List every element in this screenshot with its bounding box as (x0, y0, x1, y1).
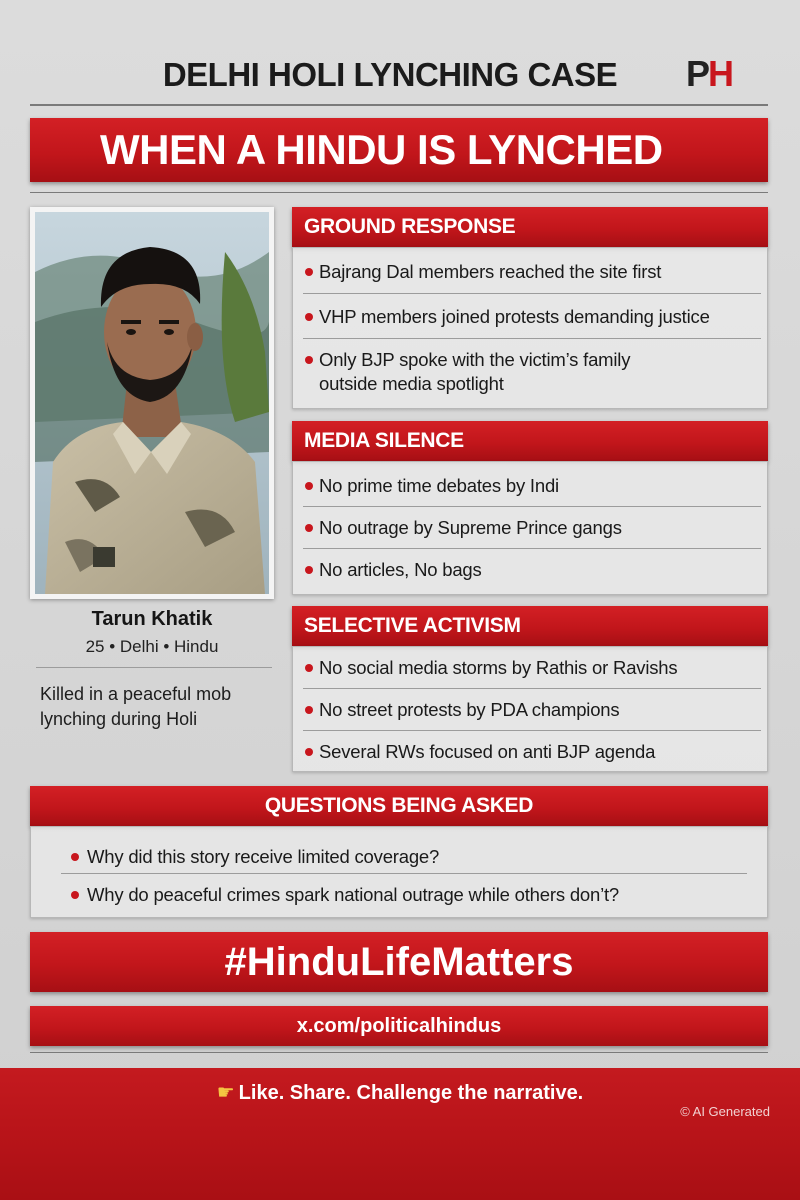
banner-divider (30, 192, 768, 193)
bullet-icon (71, 853, 79, 861)
list-item: Why did this story receive limited coverage? (31, 845, 767, 869)
victim-name: Tarun Khatik (91, 608, 213, 630)
victim-description: Killed in a peaceful mob lynching during Holi (40, 684, 232, 729)
questions-heading: QUESTIONS BEING ASKED (30, 786, 768, 826)
divider (303, 548, 761, 549)
victim-photo (30, 207, 274, 599)
list-item: No prime time debates by Indi (293, 474, 767, 498)
selective-activism-list (292, 646, 768, 772)
questions-list (30, 826, 768, 918)
list-item: Bajrang Dal members reached the site first (293, 260, 767, 284)
ph-logo: PH (686, 53, 733, 94)
list-item: Several RWs focused on anti BJP agenda (293, 740, 767, 764)
ground-response-list (292, 247, 768, 409)
bullet-icon (305, 313, 313, 321)
divider (303, 506, 761, 507)
portrait-illustration (35, 212, 269, 594)
bullet-icon (305, 268, 313, 276)
bullet-icon (305, 664, 313, 672)
ai-generated-credit: © AI Generated (680, 1104, 770, 1119)
call-to-action: ☛ Like. Share. Challenge the narrative. (216, 1082, 584, 1104)
person-divider (36, 667, 272, 668)
header-divider (30, 104, 768, 106)
ground-response-heading: GROUND RESPONSE (292, 207, 768, 247)
bullet-icon (305, 706, 313, 714)
victim-details: 25 • Delhi • Hindu (85, 637, 219, 656)
pointing-hand-icon: ☛ (216, 1082, 235, 1104)
media-silence-heading: MEDIA SILENCE (292, 421, 768, 461)
list-item: VHP members joined protests demanding justice (293, 305, 767, 329)
divider (303, 688, 761, 689)
site-link[interactable]: x.com/politicalhindus (30, 1006, 768, 1046)
list-item: Only BJP spoke with the victim’s family outside media spotlight (293, 348, 693, 396)
divider (61, 873, 747, 874)
divider (303, 293, 761, 294)
divider (303, 338, 761, 339)
list-item: No outrage by Supreme Prince gangs (293, 516, 767, 540)
bullet-icon (71, 891, 79, 899)
list-item: No social media storms by Rathis or Ravishs (293, 656, 767, 680)
bullet-icon (305, 748, 313, 756)
hashtag-banner: #HinduLifeMatters (30, 932, 768, 992)
divider (303, 730, 761, 731)
list-item: Why do peaceful crimes spark national outrage while others don’t? (31, 883, 767, 907)
bullet-icon (305, 482, 313, 490)
selective-activism-heading: SELECTIVE ACTIVISM (292, 606, 768, 646)
list-item: No street protests by PDA champions (293, 698, 767, 722)
media-silence-list (292, 461, 768, 595)
list-item: No articles, No bags (293, 558, 767, 582)
headline-banner: WHEN A HINDU IS LYNCHED (30, 118, 768, 182)
bullet-icon (305, 566, 313, 574)
page-title: DELHI HOLI LYNCHING CASE (162, 56, 618, 93)
bullet-icon (305, 524, 313, 532)
bullet-icon (305, 356, 313, 364)
footer-divider (30, 1052, 768, 1053)
